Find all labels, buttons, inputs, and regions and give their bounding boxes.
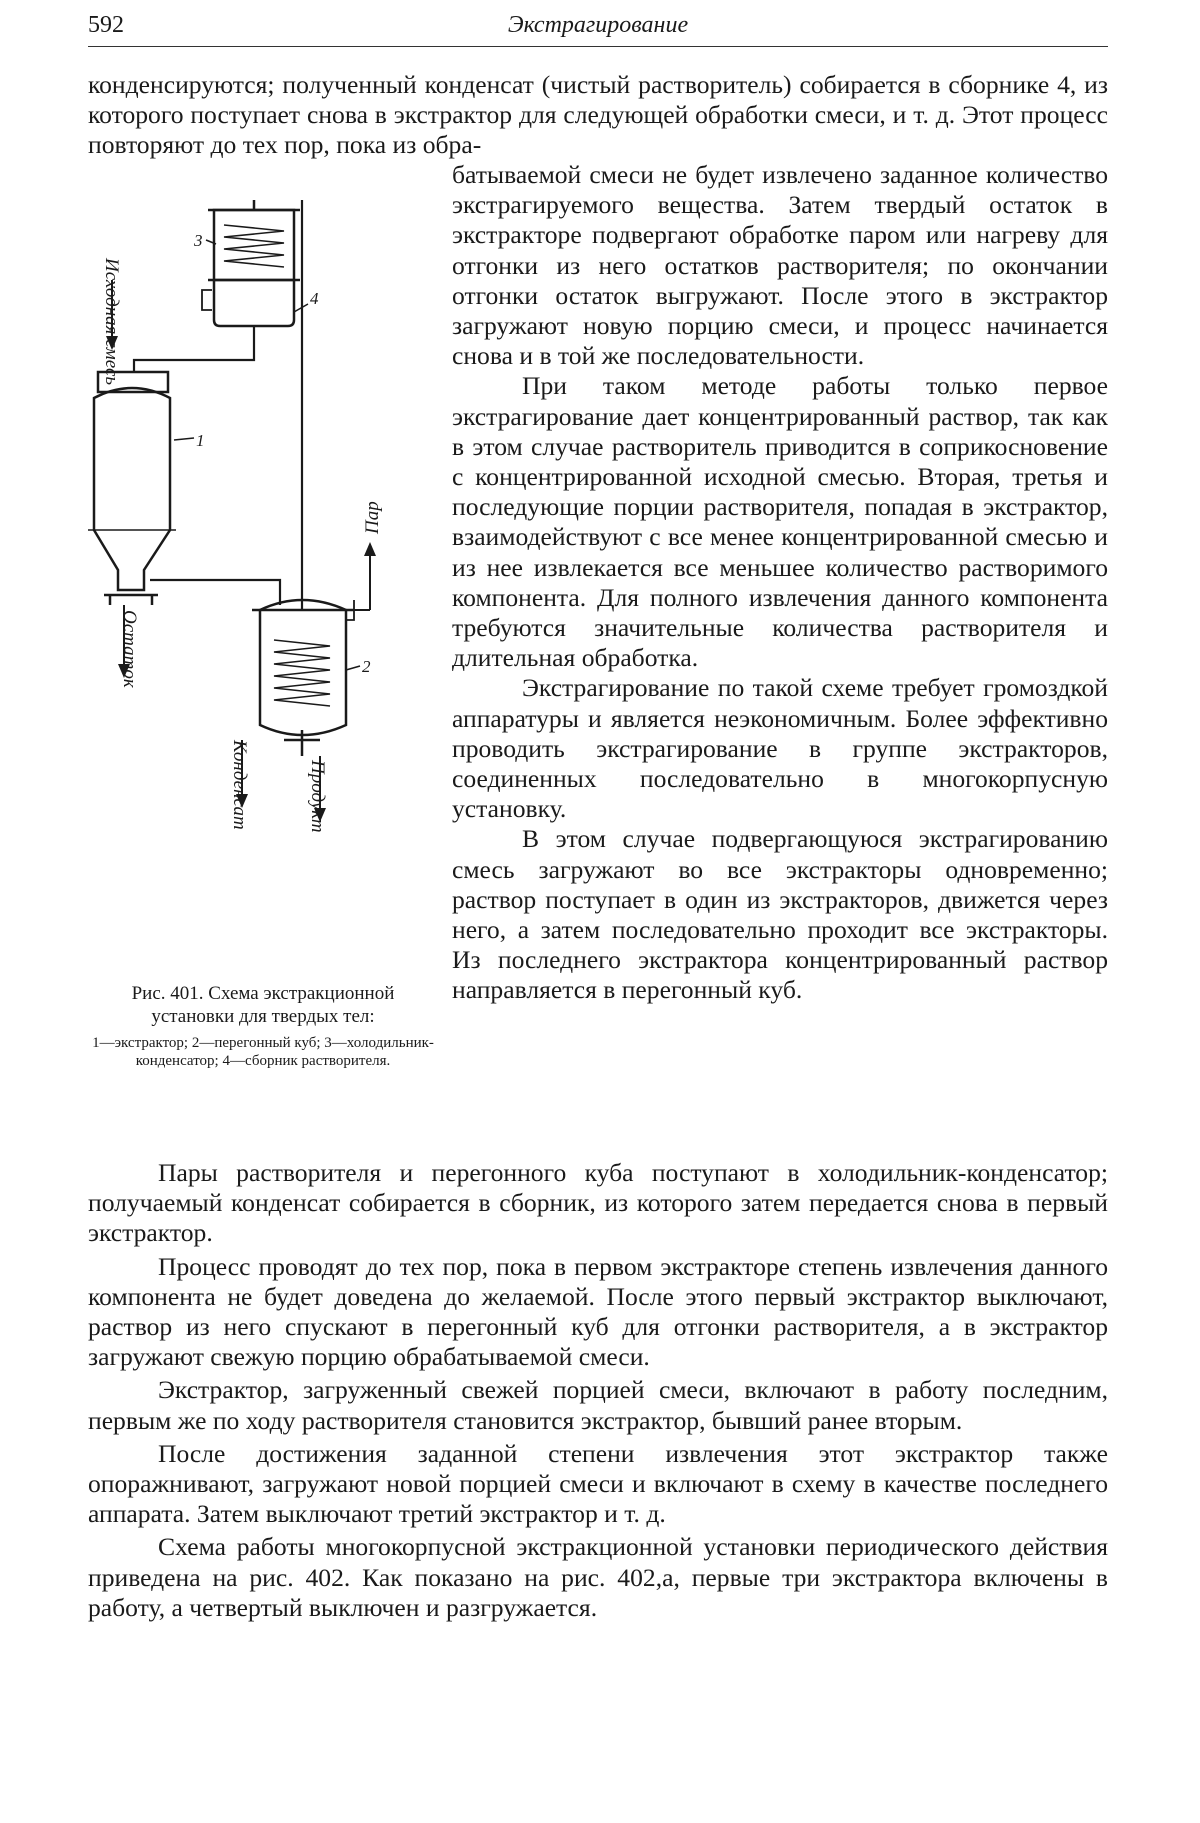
- paragraph: При таком методе работы только первое экстрагирование дает концентрированный раствор, так как в этом случае растворитель приводится в соприкосновение с концентрированной исходной смесью. Вторая, третья и последующие порции растворителя, попадая в экстрактор, взаимодействуют с все менее концентрированной смесью и из нее извлекается все меньшее количество растворимого компонента. Для полного извлечения данного компонента требуются значительные количества растворителя и длительная обработка.: [452, 371, 1108, 673]
- paragraph: В этом случае подвергающуюся экстрагированию смесь загружают во все экстракторы одновременно; раствор поступает в один из экстракторов, движется через него, а затем последовательно проходит все экстракторы. Из последнего экстрактора концентрированный раствор направляется в перегонный куб.: [452, 824, 1108, 1005]
- running-title: Экстрагирование: [507, 12, 689, 38]
- intro-paragraph: [88, 70, 1108, 161]
- paragraph: После достижения заданной степени извлечения этот экстрактор также опоражнивают, загружают новой порцией смеси и включают в схему в качестве последнего аппарата. Затем выключают третий экстрактор и т. д.: [88, 1438, 1108, 1529]
- figure-caption: [88, 982, 438, 1070]
- extraction-plant-diagram: [84, 200, 438, 970]
- condensate-label: Конденсат: [229, 740, 250, 830]
- feed-label: Исходная смесь: [101, 258, 122, 386]
- wrapped-text-column: [452, 160, 1108, 1006]
- figure-legend: 1—экстрактор; 2—перегонный куб; 3—холодильник-конденсатор; 4—сборник растворителя.: [92, 1035, 434, 1069]
- paragraph: Экстрактор, загруженный свежей порцией смеси, включают в работу последним, первым же по ходу растворителя становится экстрактор, бывший ранее вторым.: [88, 1375, 1108, 1435]
- paragraph: Схема работы многокорпусной экстракционной установки периодического действия приведена на рис. 402. Как показано на рис. 402,а, первые три экстрактора включены в работу, а четвертый выключен и разгружается.: [88, 1532, 1108, 1622]
- figure-title: Рис. 401. Схема экстракционной установки для твердых тел:: [131, 983, 395, 1027]
- page-header: [88, 8, 1108, 47]
- collector-vessel: [214, 280, 294, 326]
- steam-label: Пар: [362, 501, 383, 534]
- product-label: Продукт: [307, 760, 328, 833]
- page-number: 592: [88, 12, 124, 38]
- paragraph-text: конденсируются; полученный конденсат (чистый растворитель) собирается в сборнике 4, из которого поступает снова в экстрактор для следующей обработки смеси, и т. д. Этот процесс повторяют до тех пор, пока из обра-: [88, 70, 1108, 160]
- label-4: 4: [310, 289, 319, 308]
- residue-label: Остаток: [119, 610, 140, 688]
- label-2: 2: [362, 657, 371, 676]
- still-heating-coil: [274, 640, 330, 706]
- condenser-shell: [214, 210, 294, 280]
- full-width-text: [88, 1158, 1108, 1626]
- label-3: 3: [194, 231, 203, 250]
- paragraph: Экстрагирование по такой схеме требует громоздкой аппаратуры и является неэкономичным. Более эффективно проводить экстрагирование в группе экстракторов, соединенных последовательно в многокорпусную установку.: [452, 673, 1108, 824]
- extractor-vessel: [94, 388, 170, 590]
- solvent-return-pipe: [134, 326, 254, 372]
- solution-pipe: [150, 580, 280, 605]
- figure-401: [84, 200, 438, 970]
- condenser-coil: [224, 225, 284, 267]
- label-1: 1: [196, 431, 205, 450]
- paragraph: Процесс проводят до тех пор, пока в первом экстракторе степень извлечения данного компонента не будет доведена до желаемой. После этого первый экстрактор выключают, раствор из него спускают в перегонный куб для отгонки растворителя, а в экстрактор загружают свежую порцию обрабатываемой смеси.: [88, 1251, 1108, 1372]
- paragraph: батываемой смеси не будет извлечено заданное количество экстрагируемого вещества. Затем твердый остаток в экстракторе подвергают обработке паром или нагреву для отгонки из него остатков растворителя; по окончании отгонки остаток выгружают. После этого в экстрактор загружают новую порцию смеси, и процесс начинается снова и в той же последовательности.: [452, 160, 1108, 371]
- paragraph: Пары растворителя и перегонного куба поступают в холодильник-конденсатор; получаемый конденсат собирается в сборник, из которого затем передается снова в первый экстрактор.: [88, 1158, 1108, 1248]
